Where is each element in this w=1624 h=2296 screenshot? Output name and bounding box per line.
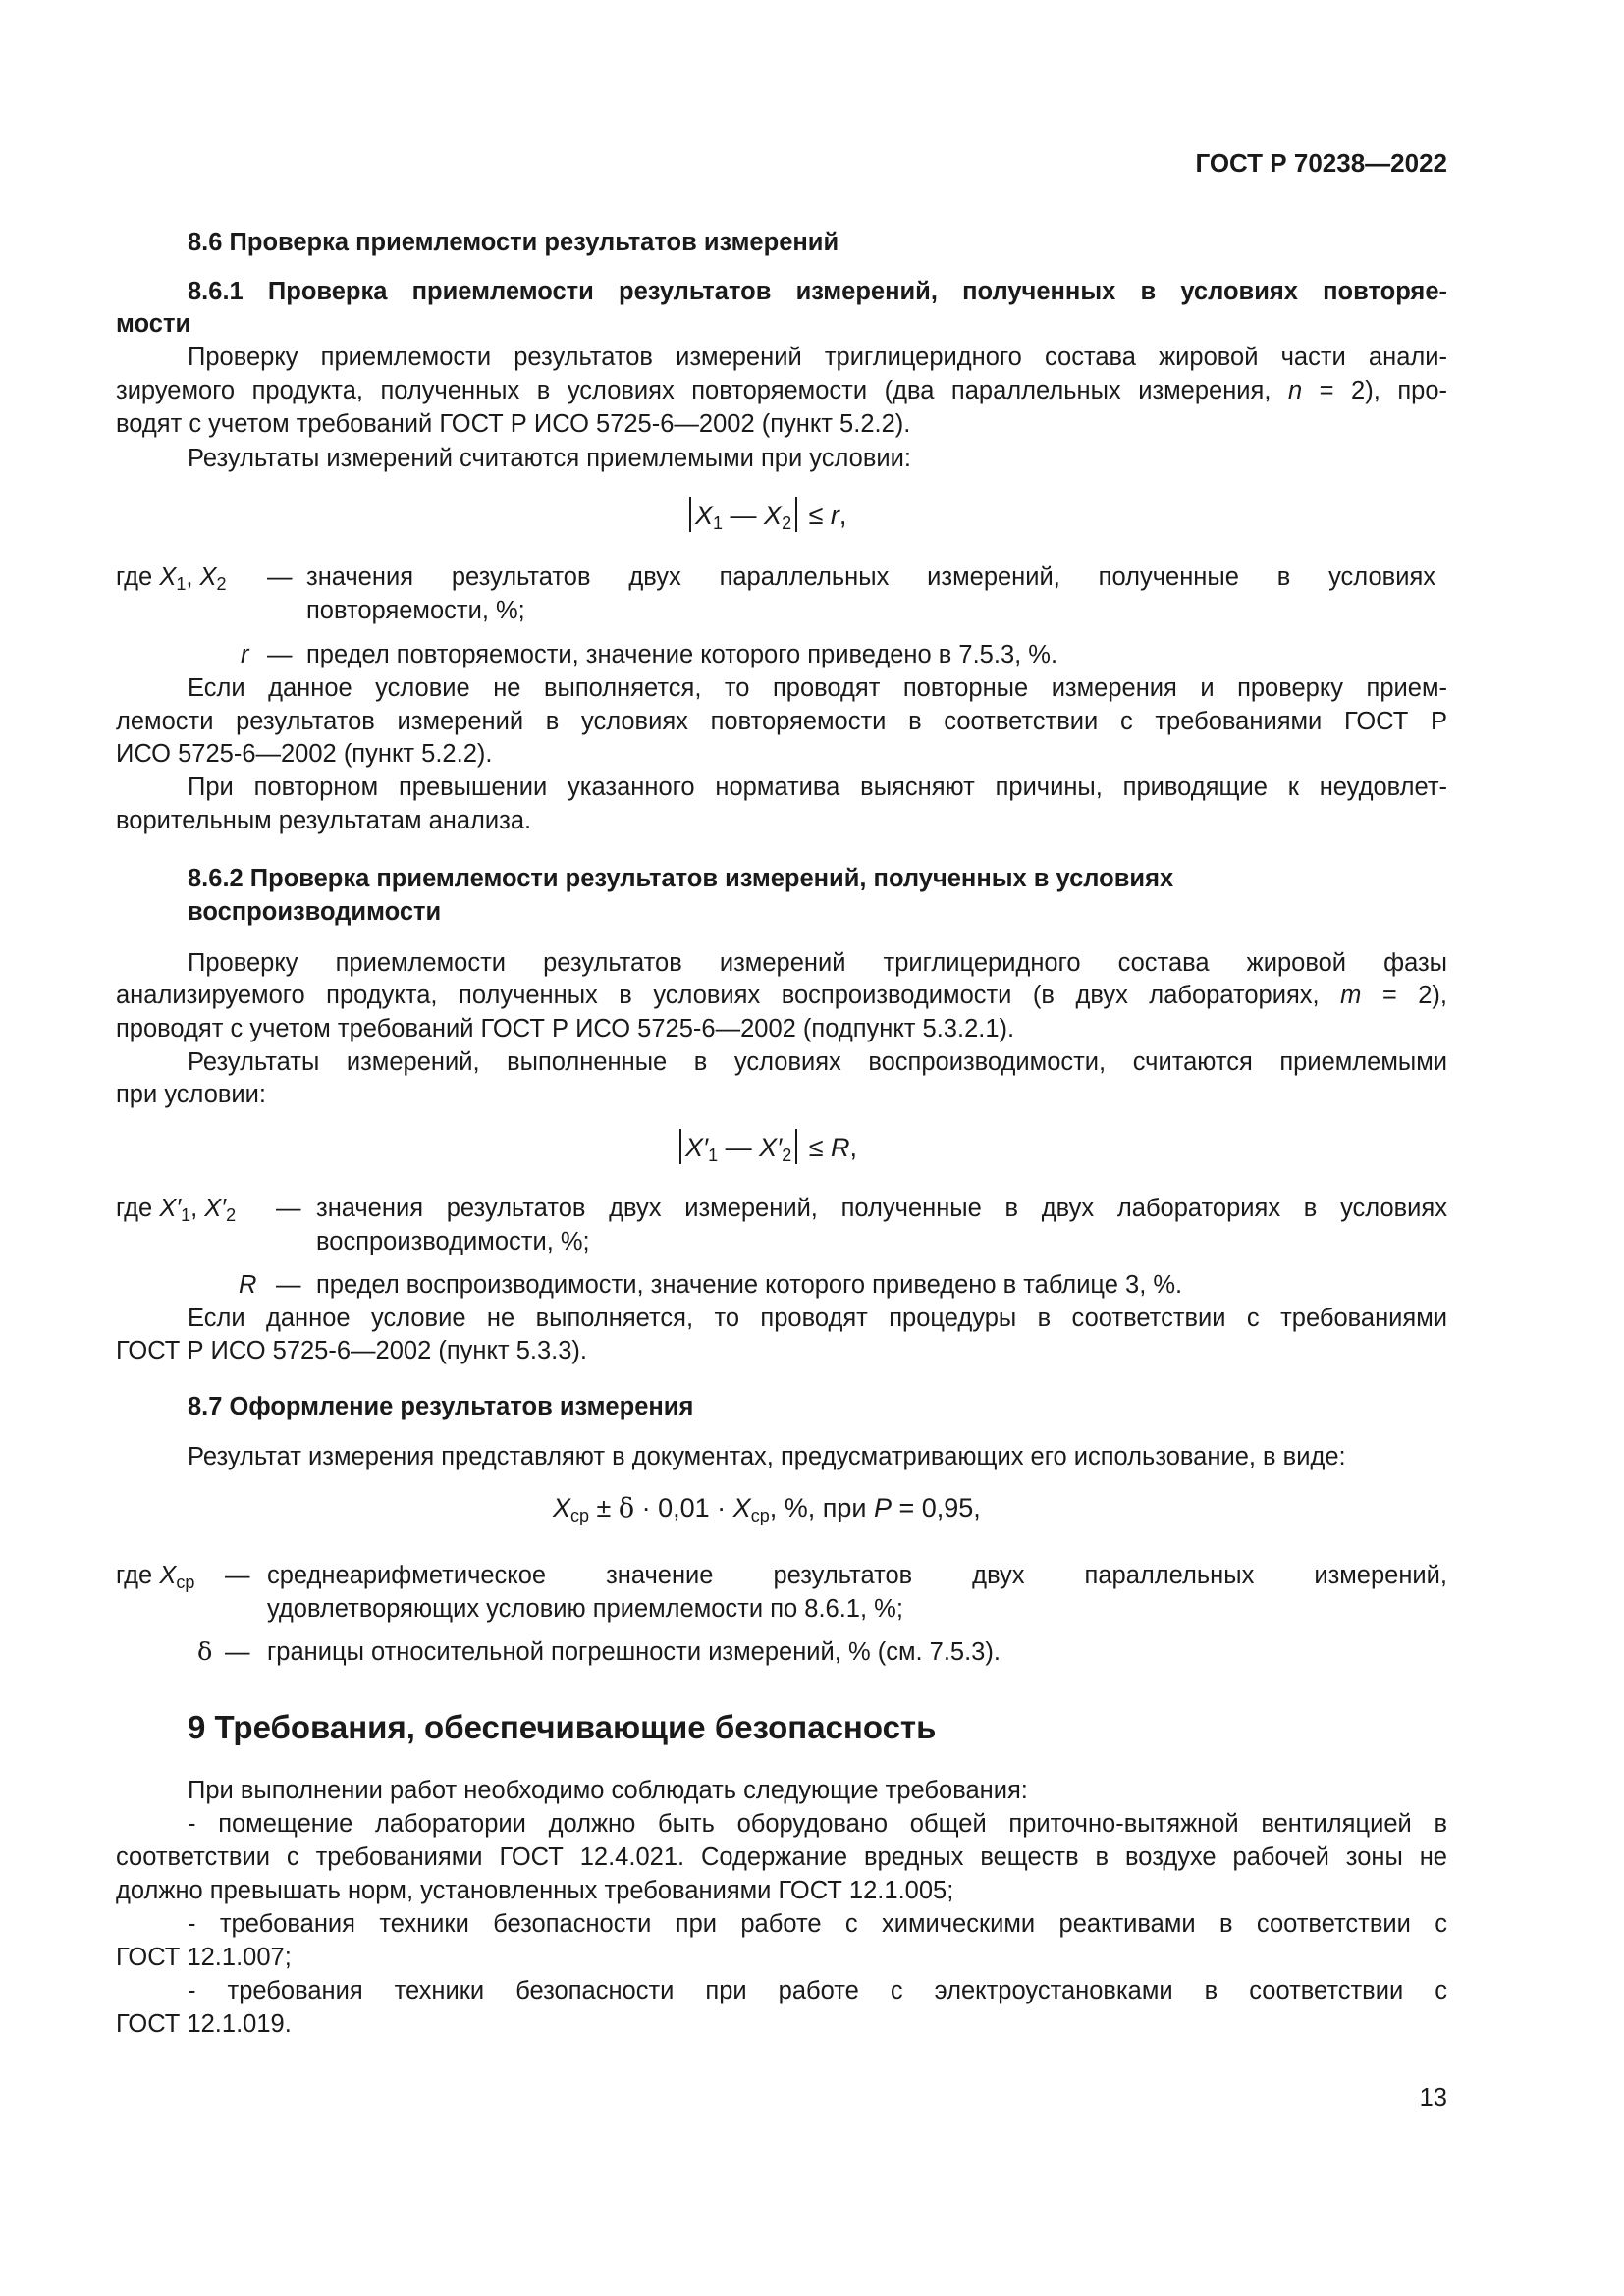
paragraph-line: Результаты измерений считаются приемлемыми при условии:: [188, 445, 911, 472]
where-dash: —: [267, 563, 293, 591]
where-definition: предел воспроизводимости, значение которого приведено в таблице 3, %.: [316, 1271, 1183, 1299]
repeatability-formula: $X_1$ — $X_2 \le r$,: [685, 497, 846, 533]
where-dash: —: [276, 1195, 301, 1222]
list-item: - помещение лаборатории должно быть оборудовано общей приточно-вытяжной вентиляцией в: [188, 1810, 1447, 1838]
paragraph-line: ГОСТ Р ИСО 5725-6—2002 (пункт 5.3.3).: [116, 1337, 587, 1364]
paragraph-line: ворительным результатам анализа.: [116, 807, 532, 834]
where-definition-cont: удовлетворяющих условию приемлемости по 8.6.1, %;: [267, 1595, 903, 1623]
paragraph-line: при условии:: [116, 1081, 266, 1108]
where-label: где $X'_1$, $X'_2$: [116, 1195, 237, 1225]
document-code: ГОСТ Р 70238—2022: [1195, 148, 1447, 178]
result-formula: $X_{ср} \pm \delta \cdot 0,01 \cdot X_{ср}$, %, при P = 0,95,: [553, 1493, 981, 1525]
list-item-cont: ГОСТ 12.1.007;: [116, 1944, 292, 1971]
where-dash: —: [267, 641, 293, 668]
page-number: 13: [1419, 2084, 1447, 2111]
list-item-cont: соответствии с требованиями ГОСТ 12.4.021. Содержание вредных веществ в воздухе рабочей зоны не: [116, 1843, 1447, 1871]
where-definition-cont: воспроизводимости, %;: [316, 1228, 590, 1255]
paragraph-line: лемости результатов измерений в условиях повторяемости в соответствии с требованиями ГОСТ Р: [116, 708, 1447, 735]
where-symbol: R: [239, 1271, 257, 1299]
where-dash: —: [225, 1562, 250, 1589]
paragraph-line: Результаты измерений, выполненные в условиях воспроизводимости, считаются приемлемыми: [188, 1048, 1447, 1076]
list-item: - требования техники безопасности при работе с электроустановками в соответствии с: [188, 1977, 1447, 2004]
where-symbol: δ: [197, 1637, 213, 1667]
where-definition: предел повторяемости, значение которого приведено в 7.5.3, %.: [306, 641, 1058, 668]
paragraph-line: анализируемого продукта, полученных в условиях воспроизводимости (в двух лабораториях, m = 2),: [116, 982, 1447, 1009]
section-8-6-1-heading-cont: мости: [116, 310, 191, 338]
where-label: где $X_1$, $X_2$: [116, 563, 227, 594]
where-dash: —: [276, 1271, 301, 1299]
paragraph-line: проводят с учетом требований ГОСТ Р ИСО 5725-6—2002 (подпункт 5.3.2.1).: [116, 1015, 1015, 1042]
paragraph-line: Проверку приемлемости результатов измерений триглицеридного состава жировой фазы: [188, 949, 1447, 977]
where-definition: значения результатов двух измерений, полученные в двух лабораториях в условиях: [316, 1195, 1447, 1222]
paragraph-line: При повторном превышении указанного норматива выясняют причины, приводящие к неудовлет-: [188, 774, 1447, 801]
where-symbol: r: [241, 641, 249, 668]
list-item-cont: ГОСТ 12.1.019.: [116, 2010, 292, 2038]
where-label: где $X_{ср}$: [116, 1562, 195, 1592]
section-8-6-2-heading: 8.6.2 Проверка приемлемости результатов измерений, полученных в условиях: [188, 865, 1174, 892]
paragraph-line: Если данное условие не выполняется, то проводят процедуры в соответствии с требованиями: [188, 1305, 1447, 1332]
where-definition-cont: повторяемости, %;: [306, 597, 525, 624]
section-8-6-1-heading: 8.6.1 Проверка приемлемости результатов измерений, полученных в условиях повторяе-: [188, 278, 1447, 305]
reproducibility-formula: $X'_1$ — $X'_2 \le R$,: [676, 1129, 857, 1165]
where-dash: —: [225, 1638, 250, 1666]
section-8-6-heading: 8.6 Проверка приемлемости результатов измерений: [188, 229, 839, 256]
paragraph-line: При выполнении работ необходимо соблюдать следующие требования:: [188, 1777, 1028, 1804]
where-definition: границы относительной погрешности измерений, % (см. 7.5.3).: [267, 1638, 1001, 1666]
section-9-heading: 9 Требования, обеспечивающие безопасность: [188, 1709, 937, 1745]
paragraph-line: Если данное условие не выполняется, то проводят повторные измерения и проверку прием-: [188, 674, 1447, 702]
paragraph-line: Проверку приемлемости результатов измерений триглицеридного состава жировой части анали-: [188, 344, 1447, 371]
paragraph-line: Результат измерения представляют в документах, предусматривающих его использование, в виде:: [188, 1443, 1346, 1470]
list-item: - требования техники безопасности при работе с химическими реактивами в соответствии с: [188, 1910, 1447, 1938]
paragraph-line: ИСО 5725-6—2002 (пункт 5.2.2).: [116, 740, 493, 768]
paragraph-line: водят с учетом требований ГОСТ Р ИСО 5725-6—2002 (пункт 5.2.2).: [116, 410, 911, 438]
section-8-7-heading: 8.7 Оформление результатов измерения: [188, 1393, 694, 1420]
list-item-cont: должно превышать норм, установленных требованиями ГОСТ 12.1.005;: [116, 1877, 954, 1904]
where-definition: значения результатов двух параллельных измерений, полученные в условиях: [306, 563, 1435, 591]
paragraph-line: зируемого продукта, полученных в условиях повторяемости (два параллельных измерения, n = 2), про-: [116, 377, 1447, 404]
where-definition: среднеарифметическое значение результатов двух параллельных измерений,: [267, 1562, 1447, 1589]
section-8-6-2-heading-cont: воспроизводимости: [188, 898, 442, 926]
